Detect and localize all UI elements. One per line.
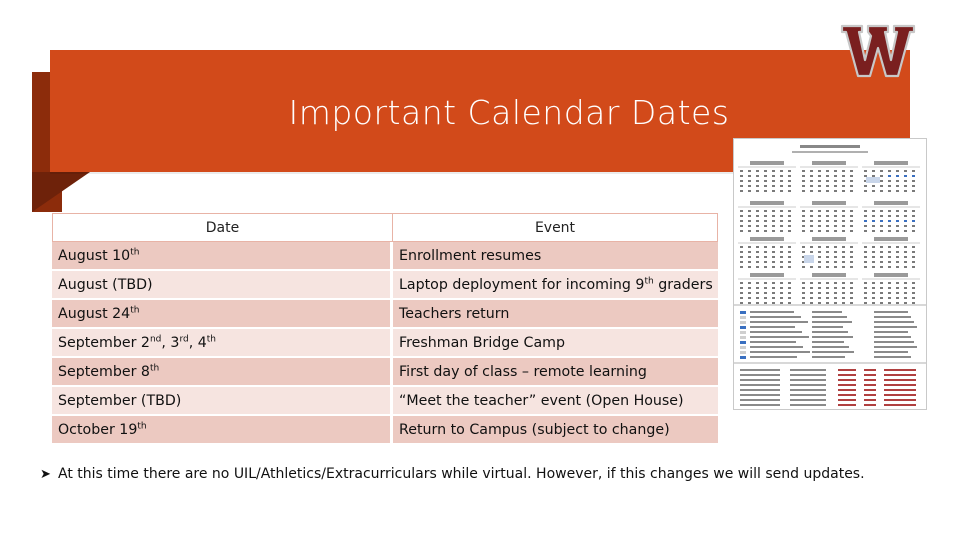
table-row	[52, 387, 718, 416]
row-date: August (TBD)	[52, 271, 393, 300]
table-header-row	[52, 213, 718, 242]
row-event: Return to Campus (subject to change)	[393, 416, 718, 445]
calendar-thumbnail	[733, 138, 927, 410]
row-date: August 10th	[52, 242, 393, 271]
row-event: Laptop deployment for incoming 9th graders	[393, 271, 718, 300]
arrow-bullet-icon: ➤	[40, 467, 51, 482]
row-date: September 8th	[52, 358, 393, 387]
ribbon-fold	[32, 172, 90, 212]
row-event: First day of class – remote learning	[393, 358, 718, 387]
dates-table	[52, 213, 718, 445]
row-event: Enrollment resumes	[393, 242, 718, 271]
footer-note-text: At this time there are no UIL/Athletics/Extracurriculars while virtual. However, if this changes we will send updates.	[58, 466, 865, 482]
row-date: August 24th	[52, 300, 393, 329]
row-event: “Meet the teacher” event (Open House)	[393, 387, 718, 416]
table-row	[52, 300, 718, 329]
w-logo	[840, 22, 916, 80]
row-event: Freshman Bridge Camp	[393, 329, 718, 358]
row-date: September 2nd, 3rd, 4th	[52, 329, 393, 358]
table-row	[52, 329, 718, 358]
row-date: September (TBD)	[52, 387, 393, 416]
table-row	[52, 242, 718, 271]
header-event: Event	[393, 213, 718, 242]
calendar-thumbnail-graphic	[734, 139, 926, 409]
row-event: Teachers return	[393, 300, 718, 329]
footer-note	[40, 466, 865, 482]
table-row	[52, 358, 718, 387]
table-row	[52, 416, 718, 445]
row-date: October 19th	[52, 416, 393, 445]
header-date: Date	[52, 213, 393, 242]
table-row	[52, 271, 718, 300]
page-title: Important Calendar Dates	[288, 92, 730, 132]
